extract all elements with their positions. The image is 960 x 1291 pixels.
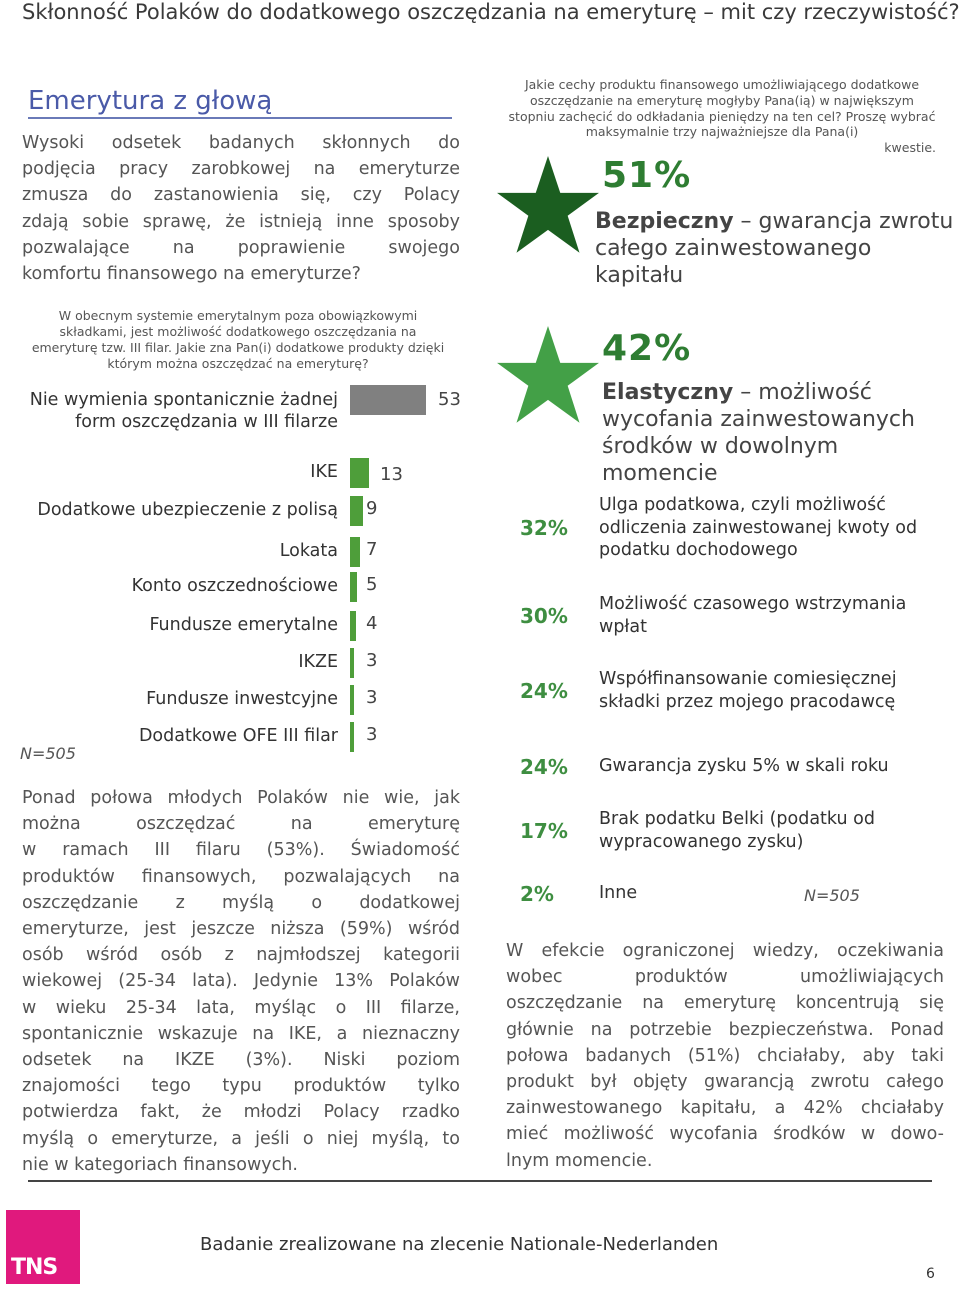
- feature-2-rest: – możliwość wycofania zainwestowanych środków w dowolnym momencie: [602, 380, 915, 486]
- intro-line: zmusza do zastanowienia się, czy Polacy: [22, 185, 460, 206]
- bar-category-label: [280, 540, 338, 562]
- right-paragraph-line: produkt był objęty gwarancją zwrotu całego: [506, 1072, 944, 1093]
- feature-1-rest: – gwarancja zwrotu całego zainwestowanego kapitału: [595, 209, 954, 288]
- left-paragraph-line: w wieku 25-34 lata, myśląc o III filarze,: [22, 997, 460, 1018]
- right-paragraph-line: głównie na potrzebie bezpieczeństwa. Ponad: [506, 1019, 944, 1040]
- left-paragraph-line: oszczędzanie z myślą o dodatkowej: [22, 892, 460, 913]
- tns-logo: [6, 1210, 80, 1284]
- right-paragraph-line: oszczędzanie na emeryturę koncentrują się: [506, 993, 944, 1014]
- right-paragraph-line: wobec produktów umożliwiających: [506, 967, 944, 988]
- feature-label: Możliwość czasowego wstrzymania wpłat: [599, 594, 907, 637]
- bar-category-label: [310, 461, 338, 483]
- left-paragraph-line: myślą o emeryturze, a jeśli o niej myślą, to: [22, 1128, 460, 1149]
- feature-1-bold: Bezpieczny: [595, 209, 734, 234]
- bar-value-label: 3: [366, 650, 378, 671]
- left-paragraph-line: znajomości tego typu produktów tylko: [22, 1076, 460, 1097]
- left-paragraph: [22, 785, 460, 1178]
- left-paragraph-line: nie w kategoriach finansowych.: [22, 1154, 298, 1175]
- left-paragraph-line: odsetek na IKZE (3%). Niski poziom: [22, 1050, 460, 1071]
- heading-underline: [28, 117, 452, 119]
- sample-size-right: N=505: [804, 886, 860, 905]
- intro-line: komfortu finansowego na emeryturze?: [22, 264, 361, 285]
- intro-paragraph: [22, 130, 460, 287]
- bar-category-label-line: Dodatkowe OFE III filar: [138, 726, 338, 746]
- bar-category-label: [139, 725, 338, 747]
- left-paragraph-line: wiekowej (25-34 lata). Jedynie 13% Polaków: [22, 971, 460, 992]
- feature-percent: 2%: [520, 882, 554, 906]
- bar: [350, 722, 354, 752]
- intro-line: podjęcia pracy zarobkowej na emeryturze: [22, 159, 460, 180]
- bar: [350, 572, 357, 602]
- feature-label: Ulga podatkowa, czyli możliwość odliczenia zainwestowanej kwoty od podatku dochodowego: [599, 495, 918, 560]
- left-paragraph-line: Ponad połowa młodych Polaków nie wie, jak: [22, 788, 460, 808]
- page-title: Skłonność Polaków do dodatkowego oszczędzania na emeryturę – mit czy rzeczywistość?: [22, 0, 960, 24]
- left-paragraph-line: osób wśród osób z najmłodszej kategorii: [22, 945, 460, 966]
- bar-category-label: [146, 688, 338, 710]
- survey-question-right-text: Jakie cechy produktu finansowego umożliwiającego dodatkowe oszczędzanie na emeryturę mogłyby Pana(ią) w największym stopniu zachęcić do odkładania pieniędzy na ten cel? Proszę wybrać maksymalnie trzy najważniejsze dla Pana(i): [508, 77, 936, 140]
- bar-category-label: [149, 614, 338, 636]
- left-paragraph-line: potwierdza fakt, że młodzi Polacy rzadko: [22, 1102, 460, 1123]
- feature-percent: 24%: [520, 679, 568, 703]
- survey-question-right: [508, 77, 936, 156]
- right-paragraph-line: W efekcie ograniczonej wiedzy, oczekiwania: [506, 941, 944, 961]
- bar-category-label-line: IKZE: [298, 652, 338, 672]
- right-paragraph-line: zainwestowanego kapitału, a 42% chciałaby: [506, 1098, 944, 1119]
- bar-value-label: 3: [366, 724, 378, 745]
- section-heading: Emerytura z głową: [28, 86, 273, 116]
- left-paragraph-line: spontanicznie wskazuje na IKE, a nieznaczny: [22, 1023, 460, 1044]
- bar: [350, 385, 426, 415]
- star-icon: [496, 326, 600, 430]
- bar-category-label: [132, 575, 338, 597]
- bar: [350, 611, 356, 641]
- bar-category-label-line: IKE: [310, 462, 338, 482]
- survey-question-right-end: kwestie.: [884, 140, 936, 156]
- feature-percent: 17%: [520, 819, 568, 843]
- bar-value-label: 53: [438, 389, 461, 410]
- bar-category-label-line: Konto oszczednościowe: [131, 576, 338, 596]
- feature-percent: 30%: [520, 604, 568, 628]
- bar-value-label: 5: [366, 574, 378, 595]
- feature-percent: 24%: [520, 755, 568, 779]
- bar-category-label-line: Fundusze inwestcyjne: [146, 689, 338, 709]
- bar-value-label: 7: [366, 539, 378, 560]
- left-paragraph-line: w ramach III filaru (53%). Świadomość: [22, 840, 460, 861]
- bar-value-label: 9: [366, 498, 378, 519]
- feature-label: Brak podatku Belki (podatku od wypracowanego zysku): [599, 809, 875, 852]
- bar-value-label: 13: [380, 464, 403, 485]
- right-paragraph: [506, 938, 944, 1174]
- bar: [350, 648, 354, 678]
- survey-question-left: W obecnym systemie emerytalnym poza obowiązkowymi składkami, jest możliwość dodatkowego oszczędzania na emeryturę tzw. III filar. Jakie zna Pan(i) dodatkowe produkty dzięki którym można oszczędzać na emeryturę?: [31, 308, 445, 371]
- bar: [350, 685, 354, 715]
- feature-1-percent: 51%: [602, 155, 692, 196]
- feature-2-percent: 42%: [602, 328, 692, 369]
- left-paragraph-line: można oszczędzać na emeryturę: [22, 814, 460, 835]
- bar-value-label: 3: [366, 687, 378, 708]
- bar-value-label: 4: [366, 613, 378, 634]
- intro-line: zdają sobie sprawę, że istnieją inne sposoby: [22, 211, 460, 232]
- bar: [350, 537, 360, 567]
- feature-label: Gwarancja zysku 5% w skali roku: [599, 756, 889, 776]
- right-paragraph-line: mieć możliwość wycofania środków w dowo-: [506, 1124, 944, 1145]
- left-paragraph-line: produktów finansowych, pozwalających na: [22, 866, 460, 887]
- bar-category-label-line: Fundusze emerytalne: [149, 615, 338, 635]
- bar-category-label-line: Lokata: [279, 541, 338, 561]
- feature-label: Współfinansowanie comiesięcznej składki przez mojego pracodawcę: [599, 669, 897, 712]
- bar: [350, 458, 369, 488]
- feature-label: Inne: [599, 883, 638, 903]
- feature-1-label: [595, 208, 957, 289]
- intro-line: pozwalające na poprawienie swojego: [22, 237, 460, 258]
- bar-category-label-line: Dodatkowe ubezpieczenie z polisą: [37, 500, 338, 520]
- footer-divider: [28, 1180, 932, 1182]
- bar-category-label: [298, 651, 338, 673]
- bar-category-label: [37, 499, 338, 521]
- intro-line: Wysoki odsetek badanych skłonnych do: [22, 133, 460, 153]
- right-paragraph-line: połowa badanych (51%) chciałaby, aby taki: [506, 1045, 944, 1066]
- footer-text: Badanie zrealizowane na zlecenie Nationale-Nederlanden: [200, 1234, 719, 1255]
- right-paragraph-line: lnym momencie.: [506, 1150, 653, 1171]
- feature-2-label: [602, 379, 932, 487]
- bar-category-label: [30, 389, 338, 433]
- page-number: 6: [926, 1266, 935, 1282]
- bar-category-label-line: Nie wymienia spontanicznie żadnej: [29, 390, 338, 410]
- left-paragraph-line: emeryturze, jest jeszcze niższa (59%) wśród: [22, 919, 460, 940]
- sample-size-left: N=505: [20, 744, 76, 763]
- star-icon: [496, 156, 600, 260]
- bar: [350, 496, 363, 526]
- bar-category-label-line: form oszczędzania w III filarze: [75, 412, 338, 432]
- feature-percent: 32%: [520, 516, 568, 540]
- tns-logo-text: TNS: [11, 1255, 58, 1280]
- feature-2-bold: Elastyczny: [602, 380, 734, 405]
